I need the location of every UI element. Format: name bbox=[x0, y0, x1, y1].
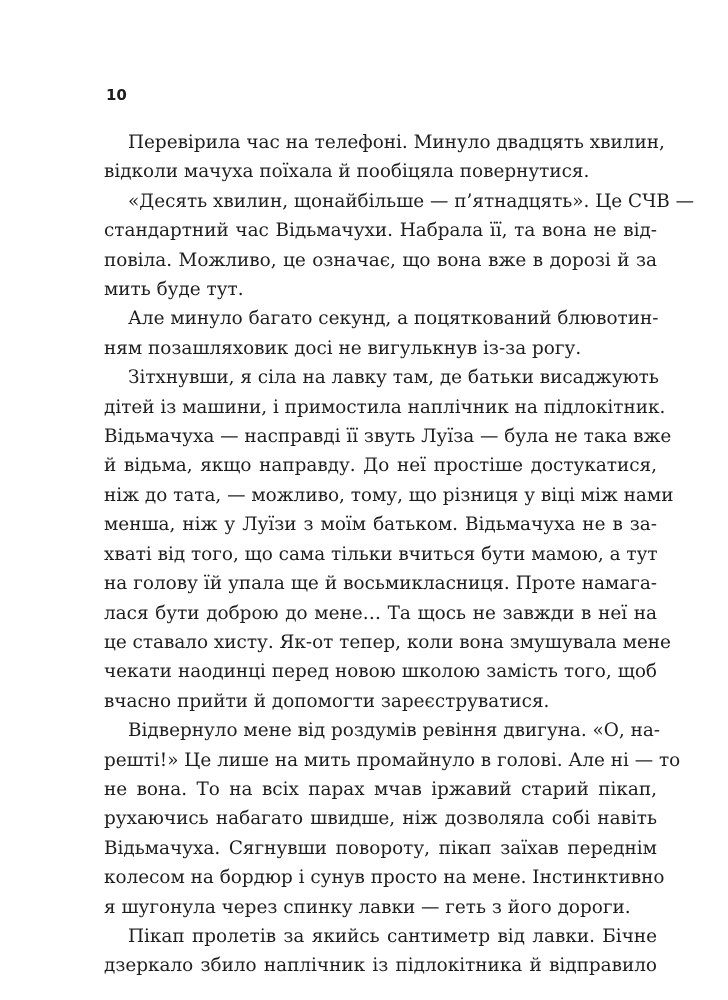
text-line: чекати наодинці перед новою школою замість того, щоб bbox=[104, 661, 657, 683]
text-line: колесом на бордюр і сунув просто на мене. Інстинктивно bbox=[104, 867, 665, 889]
text-line: мить буде тут. bbox=[104, 279, 244, 301]
text-line: Пікап пролетів за якийсь сантиметр від лавки. Бічне bbox=[128, 925, 657, 947]
text-line: стандартний час Відьмачухи. Набрала її, та вона не від- bbox=[104, 220, 657, 242]
text-line: відколи мачуха поїхала й пообіцяла повернутися. bbox=[104, 161, 590, 183]
text-line: рухаючись набагато швидше, ніж дозволяла собі навіть bbox=[104, 808, 657, 830]
text-line: ням позашляховик досі не вигулькнув із-за рогу. bbox=[104, 337, 582, 359]
paragraph bbox=[104, 128, 665, 187]
paragraph bbox=[104, 922, 657, 981]
page-number: 10 bbox=[106, 86, 127, 104]
paragraph bbox=[104, 187, 695, 305]
text-line: лася бути доброю до мене… Та щось не завжди в неї на bbox=[104, 602, 657, 624]
body-text bbox=[104, 128, 695, 981]
text-line: повіла. Можливо, це означає, що вона вже в дорозі й за bbox=[104, 249, 657, 271]
text-line: хваті від того, що сама тільки вчиться бути мамою, а тут bbox=[104, 543, 658, 565]
paragraph bbox=[104, 304, 657, 363]
text-line: Відвернуло мене від роздумів ревіння двигуна. «О, на- bbox=[128, 720, 661, 742]
text-line: вчасно прийти й допомогти зареєструватися. bbox=[104, 690, 550, 712]
text-line: Зітхнувши, я сіла на лавку там, де батьки висаджують bbox=[128, 367, 659, 389]
text-line: ніж до тата, — можливо, тому, що різниця у віці між нами bbox=[104, 484, 674, 506]
paragraph bbox=[104, 716, 681, 922]
text-line: й відьма, якщо направду. До неї простіше достукатися, bbox=[104, 455, 657, 477]
text-line: це ставало хисту. Як-от тепер, коли вона змушувала мене bbox=[104, 631, 671, 653]
text-line: дітей із машини, і примостила наплічник на підлокітник. bbox=[104, 396, 666, 418]
text-line: Але минуло багато секунд, а поцяткований блювотин- bbox=[128, 308, 659, 330]
text-line: менша, ніж у Луїзи з моїм батьком. Відьмачуха не в за- bbox=[104, 514, 657, 536]
text-line: Відьмачуха — насправді її звуть Луїза — була не така вже bbox=[104, 426, 672, 448]
text-line: Перевірила час на телефоні. Минуло двадцять хвилин, bbox=[128, 132, 665, 153]
paragraph bbox=[104, 363, 674, 716]
text-line: решті!» Це лише на мить промайнуло в голові. Але ні — то bbox=[104, 749, 681, 771]
text-line: Відьмачуха. Сягнувши повороту, пікап заїхав переднім bbox=[104, 837, 657, 859]
text-line: я шугонула через спинку лавки — геть з його дороги. bbox=[104, 896, 631, 918]
text-line: на голову їй упала ще й восьмикласниця. Проте намага- bbox=[104, 573, 657, 595]
text-line: дзеркало збило наплічник із підлокітника й відправило bbox=[104, 955, 657, 977]
text-line: не вона. То на всіх парах мчав іржавий старий пікап, bbox=[104, 778, 657, 800]
text-line: «Десять хвилин, щонайбільше — п’ятнадцять». Це СЧВ — bbox=[128, 190, 695, 212]
